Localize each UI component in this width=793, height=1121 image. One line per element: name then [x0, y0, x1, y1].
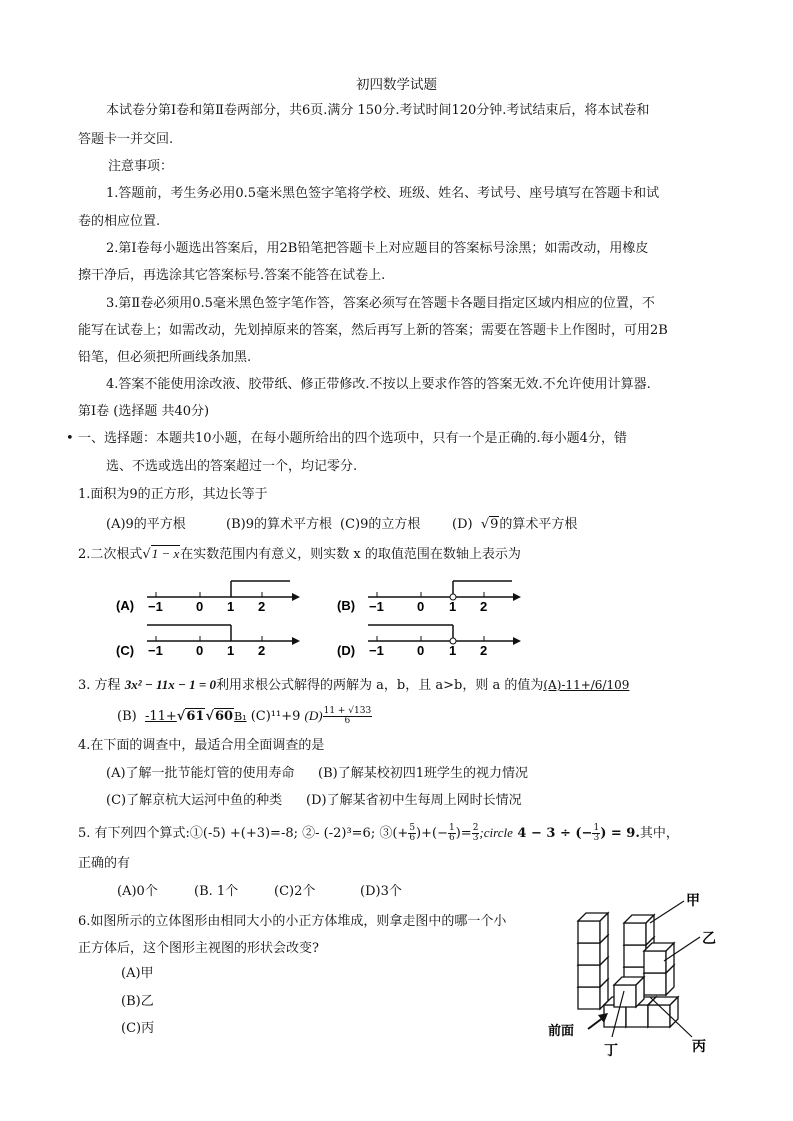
q2-stem-part2: 在实数范围内有意义，则实数 x 的取值范围在数轴上表示为 — [180, 547, 521, 562]
note-3a: 3.第Ⅱ卷必须用0.5毫米黑色签字笔作答，答案必须写在答题卡各题目指定区域内相应的位置，不 — [106, 296, 655, 311]
tick-label: 0 — [417, 643, 425, 658]
tick-label: 2 — [480, 643, 488, 658]
q6-stem-1: 6.如图所示的立体图形由相同大小的小正方体堆成，则拿走图中的哪一个小 — [78, 914, 507, 929]
q5-part3: )= — [455, 826, 472, 841]
q6-option-c: (C)丙 — [121, 1021, 155, 1036]
label-ding: 丁 — [604, 1042, 618, 1058]
q1-option-d: (D) √9的算术平方根 — [452, 517, 578, 532]
tick-label: 1 — [449, 599, 457, 614]
q5-part4: ; — [479, 825, 484, 840]
section-desc-1: 一、选择题：本题共10小题，在每小题所给出的四个选项中，只有一个是正确的.每小题4分，错 — [78, 431, 627, 446]
tick-label: 1 — [227, 599, 235, 614]
q5-stem — [78, 824, 679, 843]
q3-d-label: (D) — [304, 708, 323, 723]
q5-circle: circle — [483, 825, 513, 840]
q3-stem — [78, 676, 629, 695]
notes-heading: 注意事项： — [108, 159, 174, 174]
option-a-label: (A) — [116, 598, 135, 613]
intro-line-1: 本试卷分第Ⅰ卷和第Ⅱ卷两部分，共6页.满分 150分.考试时间120分钟.考试结束后，将本试卷和 — [106, 103, 650, 118]
q1-option-c: (C)9的立方根 — [340, 517, 421, 532]
q3-d-numerator: 11 + √133 — [323, 706, 372, 716]
q5-stem-2: 正确的有 — [78, 856, 131, 871]
tick-label: 0 — [417, 599, 425, 614]
q3-b-expr: -11+ — [144, 709, 177, 724]
q5-option-b: (B. 1个 — [194, 884, 239, 899]
q5-part2: )+(− — [416, 826, 448, 841]
q5-part6: 4 − 3 ÷ — [512, 826, 576, 841]
q5-option-d: (D)3个 — [360, 884, 402, 899]
q5-frac3-num: 2 — [472, 823, 479, 833]
q5-frac4-den: 3 — [593, 833, 600, 843]
tick-label: −1 — [148, 643, 163, 658]
note-3b: 能写在试卷上；如需改动，先划掉原来的答案，然后再写上新的答案；需要在答题卡上作图时，可用2B — [78, 323, 668, 338]
q5-option-a: (A)0个 — [117, 884, 158, 899]
note-2a: 2.第Ⅰ卷每小题选出答案后，用2B铅笔把答题卡上对应题目的答案标号涂黑；如需改动，用橡皮 — [106, 241, 649, 256]
tick-label: 1 — [449, 643, 457, 658]
q3-stem-part2: 利用求根公式解得的两解为 a，b，且 a>b，则 a 的值为 — [216, 678, 544, 693]
q3-options: (B) -11+√61√60B₁ (C)¹¹+9 (D) $\frac{11 + √133}{6}$ — [117, 706, 372, 726]
note-4: 4.答案不能使用涂改液、胶带纸、修正带修改.不按以上要求作答的答案无效.不允许使用计算器. — [106, 377, 651, 392]
label-bing: 丙 — [692, 1038, 706, 1054]
section-bullet: • — [66, 431, 74, 446]
q6-cube-figure — [540, 885, 740, 1065]
q5-frac2-num: 1 — [448, 823, 455, 833]
q4-option-b: (B)了解某校初四1班学生的视力情况 — [318, 766, 528, 781]
tick-label: −1 — [369, 599, 384, 614]
q4-option-c: (C)了解京杭大运河中鱼的种类 — [106, 793, 283, 808]
number-line-a — [116, 581, 300, 614]
q3-option-c: (C)¹¹+9 — [250, 709, 301, 724]
intro-line-2: 答题卡一并交回. — [78, 132, 174, 147]
q3-option-a: (A)-11+/6/109 — [543, 678, 630, 692]
note-1a: 1.答题前，考生务必用0.5毫米黑色签字笔将学校、班级、姓名、考试号、座号填写在答题卡和试 — [106, 186, 660, 201]
section-desc-2: 选、不选或选出的答案超过一个，均记零分. — [106, 459, 358, 474]
tick-label: 1 — [227, 643, 235, 658]
number-line-b — [337, 581, 521, 614]
q3-d-fraction — [323, 707, 373, 726]
option-c-label: (C) — [116, 643, 135, 658]
q2-stem: 2.二次根式√1 − x在实数范围内有意义，则实数 x 的取值范围在数轴上表示为 — [78, 546, 521, 562]
q5-part9: 其中， — [639, 826, 679, 841]
tick-label: −1 — [369, 643, 384, 658]
q5-frac1-den: 6 — [409, 833, 416, 843]
q3-b-tail: B₁ — [234, 710, 247, 723]
q3-b-rad2: 60 — [214, 709, 234, 724]
note-2b: 擦干净后，再选涂其它答案标号.答案不能答在试卷上. — [78, 268, 386, 283]
q6-stem-2: 正方体后，这个图形主视图的形状会改变? — [78, 941, 319, 956]
note-1b: 卷的相应位置. — [78, 214, 161, 229]
q1-option-a: (A)9的平方根 — [106, 517, 186, 532]
q3-d-denominator: 6 — [344, 716, 351, 726]
number-line-c — [116, 625, 300, 658]
tick-label: −1 — [148, 599, 163, 614]
q3-b-rad1: 61 — [186, 709, 205, 724]
q3-stem-part1: 3. 方程 — [78, 678, 121, 693]
q5-part7: (− — [575, 826, 593, 841]
label-yi: 乙 — [702, 930, 716, 946]
q3-b-label: (B) — [117, 709, 137, 724]
page-title: 初四数学试题 — [356, 77, 437, 93]
label-front: 前面 — [548, 1023, 575, 1038]
q4-option-d: (D)了解某省初中生每周上网时长情况 — [306, 793, 522, 808]
q1-stem: 1.面积为9的正方形，其边长等于 — [78, 487, 268, 502]
q6-option-b: (B)乙 — [121, 994, 154, 1009]
q5-frac3-den: 3 — [472, 833, 479, 843]
number-line-d — [337, 625, 521, 658]
q4-option-a: (A)了解一批节能灯管的使用寿命 — [106, 766, 295, 781]
q4-stem: 4.在下面的调查中，最适合用全面调查的是 — [78, 738, 325, 753]
q5-frac2-den: 6 — [448, 833, 455, 843]
tick-label: 0 — [196, 599, 204, 614]
q5-frac1 — [408, 824, 416, 843]
q1-d-radicand: 9 — [490, 517, 499, 532]
q5-frac4-num: 1 — [593, 823, 600, 833]
q1-option-b: (B)9的算术平方根 — [226, 517, 332, 532]
tick-label: 2 — [480, 599, 488, 614]
tick-label: 2 — [258, 599, 266, 614]
option-d-label: (D) — [337, 643, 356, 658]
q1-d-label: (D) — [452, 517, 473, 532]
section-heading: 第Ⅰ卷 (选择题 共40分) — [78, 404, 210, 419]
q5-frac1-num: 5 — [409, 823, 416, 833]
q2-radicand: 1 − x — [151, 546, 180, 561]
label-jia: 甲 — [686, 892, 700, 908]
q2-stem-part1: 2.二次根式 — [78, 547, 143, 562]
tick-label: 2 — [258, 643, 266, 658]
q5-frac2 — [448, 824, 456, 843]
q1-d-text: 的算术平方根 — [499, 517, 578, 532]
q3-equation: 3x² − 11x − 1 = 0 — [124, 677, 217, 692]
option-b-label: (B) — [337, 598, 356, 613]
tick-label: 0 — [196, 643, 204, 658]
q6-option-a: (A)甲 — [121, 966, 154, 981]
q5-option-c: (C)2个 — [274, 884, 316, 899]
q5-part1: 5. 有下列四个算式:①(-5) +(+3)=-8; ②- (-2)³=6; ③(+ — [78, 826, 409, 841]
q5-part8: ) = 9. — [600, 826, 640, 841]
note-3c: 铅笔，但必须把所画线条加黑. — [78, 350, 252, 365]
